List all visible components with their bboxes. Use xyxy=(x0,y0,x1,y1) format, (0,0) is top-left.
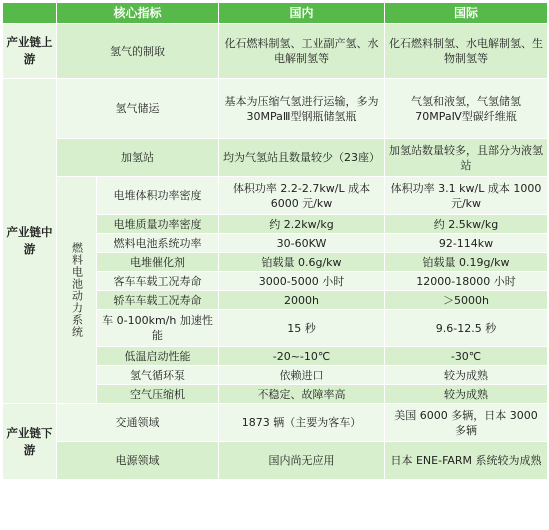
international-cell: 12000-18000 小时 xyxy=(385,272,548,291)
indicator-cell: 氢气储运 xyxy=(57,79,219,139)
indicator-cell: 电堆质量功率密度 xyxy=(97,215,219,234)
subcategory-fuel-cell-system: 燃料电池动力系统 xyxy=(57,177,97,404)
domestic-cell: -20~-10℃ xyxy=(219,347,385,366)
international-cell: 9.6-12.5 秒 xyxy=(385,310,548,347)
indicator-cell: 燃料电池系统功率 xyxy=(97,234,219,253)
domestic-cell: 30-60KW xyxy=(219,234,385,253)
table-row xyxy=(3,139,548,177)
stage-midstream: 产业链中游 xyxy=(3,79,57,404)
indicator-cell: 氢气循环泵 xyxy=(97,366,219,385)
stage-upstream: 产业链上游 xyxy=(3,24,57,79)
indicator-cell: 客车车载工况寿命 xyxy=(97,272,219,291)
domestic-cell: 依赖进口 xyxy=(219,366,385,385)
indicator-cell: 氢气的制取 xyxy=(57,24,219,79)
domestic-cell: 体积功率 2.2-2.7kw/L 成本 6000 元/kw xyxy=(219,177,385,215)
indicator-cell: 车 0-100km/h 加速性能 xyxy=(97,310,219,347)
domestic-cell: 国内尚无应用 xyxy=(219,442,385,480)
domestic-cell: 3000-5000 小时 xyxy=(219,272,385,291)
table-row xyxy=(3,404,548,442)
international-cell: 铂载量 0.19g/kw xyxy=(385,253,548,272)
international-cell: 较为成熟 xyxy=(385,385,548,404)
indicator-cell: 电堆体积功率密度 xyxy=(97,177,219,215)
international-cell: 约 2.5kw/kg xyxy=(385,215,548,234)
indicator-cell: 低温启动性能 xyxy=(97,347,219,366)
header-indicator: 核心指标 xyxy=(57,3,219,24)
domestic-cell: 2000h xyxy=(219,291,385,310)
indicator-cell: 空气压缩机 xyxy=(97,385,219,404)
header-domestic: 国内 xyxy=(219,3,385,24)
table-row xyxy=(3,79,548,139)
table-row xyxy=(3,24,548,79)
indicator-cell: 加氢站 xyxy=(57,139,219,177)
table-row xyxy=(3,442,548,480)
international-cell: 加氢站数量较多，且部分为液氢站 xyxy=(385,139,548,177)
international-cell: 化石燃料制氢、水电解制氢、生物制氢等 xyxy=(385,24,548,79)
header-international: 国际 xyxy=(385,3,548,24)
table-row xyxy=(3,177,548,215)
domestic-cell: 铂载量 0.6g/kw xyxy=(219,253,385,272)
international-cell: 较为成熟 xyxy=(385,366,548,385)
indicator-cell: 交通领域 xyxy=(57,404,219,442)
international-cell: 美国 6000 多辆，日本 3000 多辆 xyxy=(385,404,548,442)
hydrogen-comparison-table xyxy=(2,2,548,480)
international-cell: -30℃ xyxy=(385,347,548,366)
international-cell: 体积功率 3.1 kw/L 成本 1000 元/kw xyxy=(385,177,548,215)
domestic-cell: 1873 辆（主要为客车） xyxy=(219,404,385,442)
domestic-cell: 15 秒 xyxy=(219,310,385,347)
international-cell: 92-114kw xyxy=(385,234,548,253)
table-header-row xyxy=(3,3,548,24)
domestic-cell: 化石燃料制氢、工业副产氢、水电解制氢等 xyxy=(219,24,385,79)
stage-downstream: 产业链下游 xyxy=(3,404,57,480)
domestic-cell: 均为气氢站且数量较少（23座） xyxy=(219,139,385,177)
international-cell: 日本 ENE-FARM 系统较为成熟 xyxy=(385,442,548,480)
indicator-cell: 电堆催化剂 xyxy=(97,253,219,272)
international-cell: 气氢和液氢，气氢储氢70MPaⅣ型碳纤维瓶 xyxy=(385,79,548,139)
domestic-cell: 基本为压缩气氢进行运输，多为30MPaⅢ型钢瓶储氢瓶 xyxy=(219,79,385,139)
domestic-cell: 不稳定、故障率高 xyxy=(219,385,385,404)
international-cell: ＞5000h xyxy=(385,291,548,310)
indicator-cell: 轿车车载工况寿命 xyxy=(97,291,219,310)
header-blank xyxy=(3,3,57,24)
domestic-cell: 约 2.2kw/kg xyxy=(219,215,385,234)
indicator-cell: 电源领域 xyxy=(57,442,219,480)
